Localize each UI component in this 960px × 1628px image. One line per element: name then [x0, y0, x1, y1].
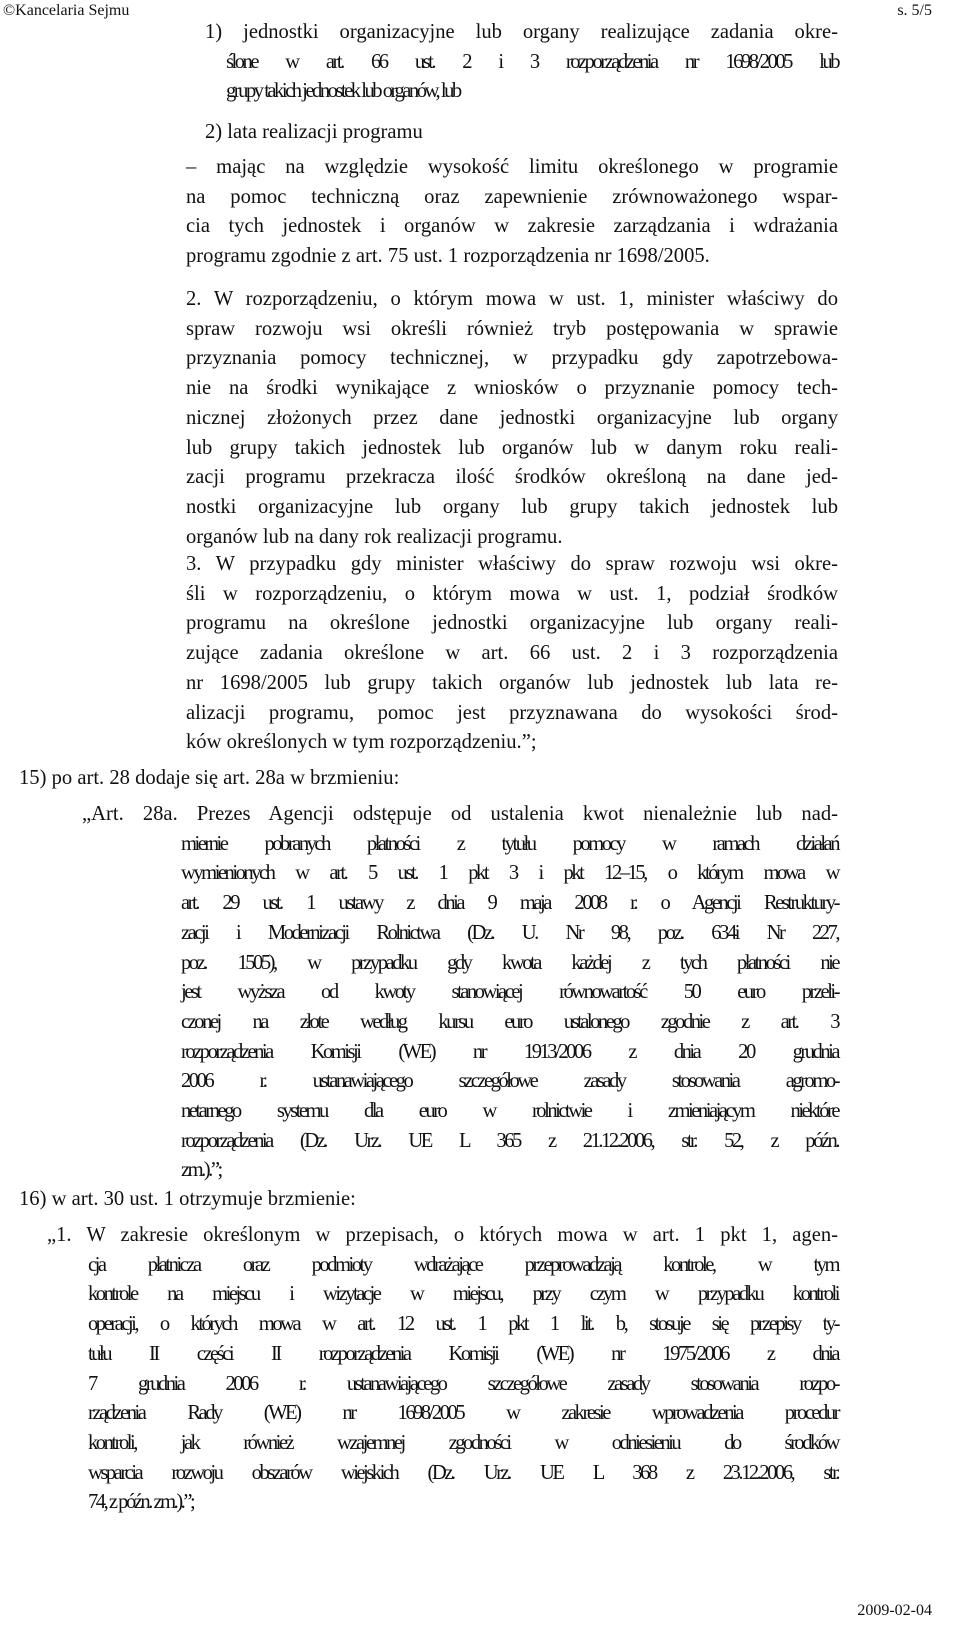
text-line: spraw rozwoju wsi określi również tryb postępowania w sprawie [186, 317, 838, 340]
text-line: – mając na względzie wysokość limitu określonego w programie [186, 156, 838, 178]
text-line: nicznej złożonych przez dane jednostki organizacyjne lub organy [186, 406, 838, 429]
text-line: ków określonych w tym rozporządzeniu.”; [186, 731, 537, 754]
text-line: lub grupy takich jednostek lub organów lub w danym roku reali- [186, 436, 838, 459]
paragraph-art-30-ust-1 [47, 1221, 838, 1518]
text-line: tułu II części II rozporządzenia Komisji (WE) nr 1975/2006 z dnia [88, 1342, 838, 1365]
text-line: kontroli, jak również wzajemnej zgodności w odniesieniu do środków [88, 1431, 838, 1454]
text-line: 16) w art. 30 ust. 1 otrzymuje brzmienie: [19, 1188, 356, 1210]
text-line: 2006 r. ustanawiającego szczegółowe zasady stosowania agromo- [181, 1070, 838, 1093]
text-line: przyznania pomocy technicznej, w przypadku gdy zapotrzebowa- [186, 347, 838, 370]
text-line: grupy takich jednostek lub organów, lub [226, 80, 460, 103]
text-line: jest wyższa od kwoty stanowiącej równowartość 50 euro przeli- [181, 981, 838, 1004]
header-copyright: ©Kancelaria Sejmu [3, 2, 130, 19]
text-line: rządzenia Rady (WE) nr 1698/2005 w zakresie wprowadzenia procedur [88, 1402, 838, 1425]
text-line: organów lub na dany rok realizacji programu. [186, 525, 563, 548]
header-page-number: s. 5/5 [897, 2, 932, 19]
text-line: operacji, o których mowa w art. 12 ust. 1 pkt 1 lit. b, stosuje się przepisy ty- [88, 1313, 838, 1336]
text-line: zm.).”; [181, 1159, 221, 1182]
text-line: ślone w art. 66 ust. 2 i 3 rozporządzenia nr 1698/2005 lub [226, 50, 838, 73]
text-line: 74, z późn. zm.).”; [88, 1491, 194, 1514]
paragraph-item-1 [205, 18, 838, 107]
paragraph-point-16 [19, 1185, 469, 1215]
text-line: wymienionych w art. 5 ust. 1 pkt 3 i pkt 12–15, o którym mowa w [181, 862, 838, 885]
text-line: nr 1698/2005 lub grupy takich organów lub jednostek lub lata re- [186, 671, 838, 694]
text-line: kontrole na miejscu i wizytacje w miejscu, przy czym w przypadku kontroli [88, 1283, 838, 1306]
text-line: 2. W rozporządzeniu, o którym mowa w ust. 1, minister właściwy do [186, 288, 838, 310]
text-line: netarnego systemu dla euro w rolnictwie i zmieniającym niektóre [181, 1100, 838, 1123]
text-line: 2) lata realizacji programu [205, 121, 423, 143]
text-line: „Art. 28a. Prezes Agencji odstępuje od ustalenia kwot nienależnie lub nad- [82, 803, 838, 825]
text-line: art. 29 ust. 1 ustawy z dnia 9 maja 2008 r. o Agencji Restruktury- [181, 892, 838, 915]
text-line: na pomoc techniczną oraz zapewnienie zrównoważonego wspar- [186, 185, 838, 208]
paragraph-ust-2 [186, 285, 838, 552]
text-line: programu na określone jednostki organizacyjne lub organy reali- [186, 612, 838, 635]
text-line: 1) jednostki organizacyjne lub organy realizujące zadania okre- [205, 21, 838, 43]
text-line: zacji programu przekracza ilość środków określoną na dane jed- [186, 466, 838, 489]
text-line: programu zgodnie z art. 75 ust. 1 rozporządzenia nr 1698/2005. [186, 245, 710, 268]
text-line: miernie pobranych płatności z tytułu pomocy w ramach działań [181, 832, 838, 855]
text-line: cia tych jednostek i organów w zakresie zarządzania i wdrażania [186, 215, 838, 238]
paragraph-point-15 [19, 764, 469, 794]
paragraph-art-28a [82, 800, 838, 1186]
text-line: rozporządzenia Komisji (WE) nr 1913/2006 z dnia 20 grudnia [181, 1040, 838, 1063]
text-line: zujące zadania określone w art. 66 ust. 2 i 3 rozporządzenia [186, 642, 838, 665]
footer-date: 2009-02-04 [857, 1602, 932, 1619]
text-line: alizacji programu, pomoc jest przyznawana do wysokości środ- [186, 701, 838, 724]
text-line: 7 grudnia 2006 r. ustanawiającego szczegółowe zasady stosowania rozpo- [88, 1372, 838, 1395]
paragraph-summary [186, 153, 838, 272]
text-line: „1. W zakresie określonym w przepisach, o których mowa w art. 1 pkt 1, agen- [47, 1224, 838, 1246]
text-line: rozporządzenia (Dz. Urz. UE L 365 z 21.12.2006, str. 52, z późn. [181, 1129, 838, 1152]
text-line: 3. W przypadku gdy minister właściwy do spraw rozwoju wsi okre- [186, 553, 838, 575]
text-line: czonej na złote według kursu euro ustalonego zgodnie z art. 3 [181, 1010, 838, 1033]
paragraph-ust-3 [186, 550, 838, 758]
text-line: wsparcia rozwoju obszarów wiejskich (Dz. Urz. UE L 368 z 23.12.2006, str. [88, 1461, 838, 1484]
text-line: poz. 1505), w przypadku gdy kwota każdej z tych płatności nie [181, 951, 838, 974]
text-line: 15) po art. 28 dodaje się art. 28a w brzmieniu: [19, 767, 400, 789]
text-line: nie na środki wynikające z wniosków o przyznanie pomocy tech- [186, 377, 838, 400]
text-line: cja płatnicza oraz podmioty wdrażające przeprowadzają kontrole, w tym [88, 1253, 838, 1276]
text-line: nostki organizacyjne lub organy lub grupy takich jednostek lub [186, 495, 838, 518]
text-line: śli w rozporządzeniu, o którym mowa w ust. 1, podział środków [186, 582, 838, 605]
paragraph-item-2 [205, 118, 838, 148]
text-line: zacji i Modernizacji Rolnictwa (Dz. U. Nr 98, poz. 634i Nr 227, [181, 921, 838, 944]
